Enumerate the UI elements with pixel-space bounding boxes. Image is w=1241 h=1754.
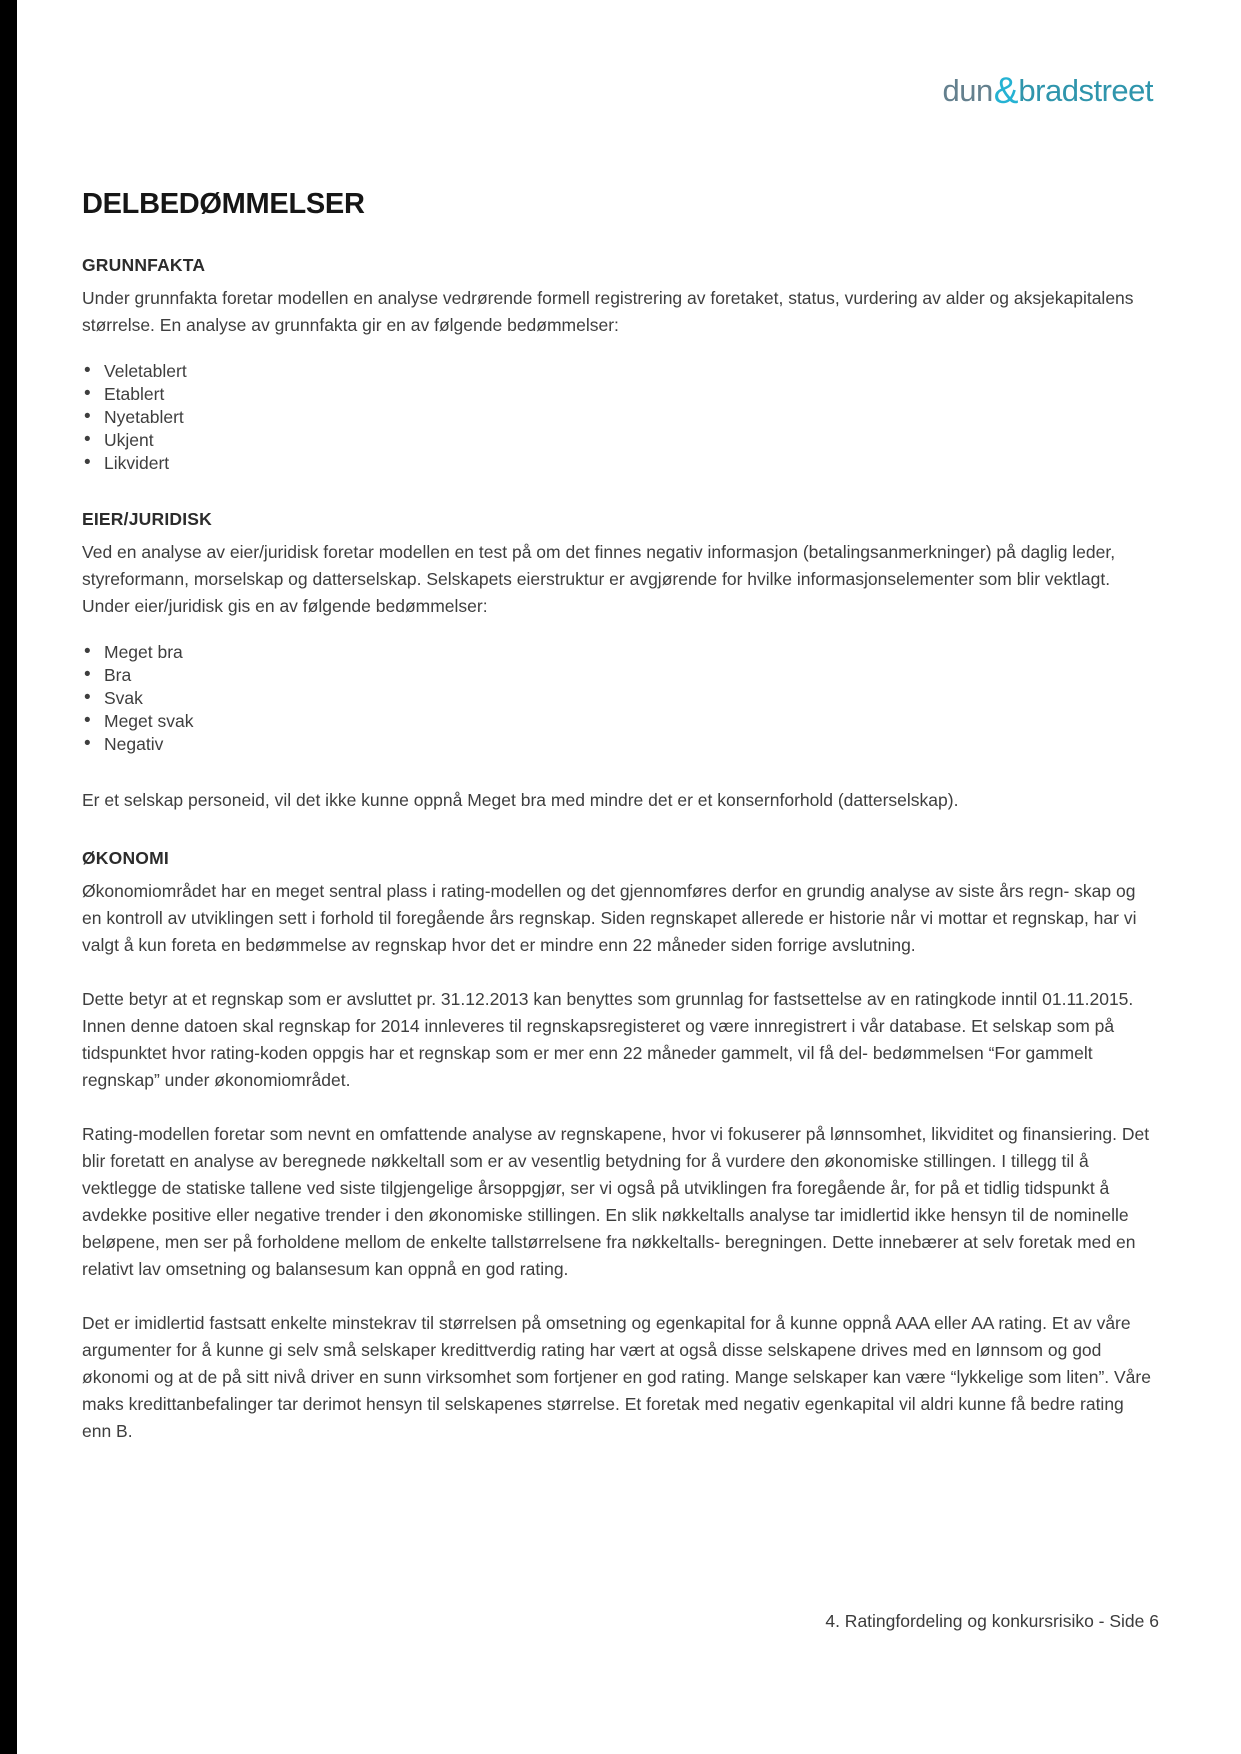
page-footer: 4. Ratingfordeling og konkursrisiko - Side 6 bbox=[825, 1611, 1159, 1631]
list-item: • Negativ bbox=[82, 733, 1159, 756]
grunnfakta-intro: Under grunnfakta foretar modellen en analyse vedrørende formell registrering av foretaket, status, vurdering av alder og aksjekapitalens størrelse. En analyse av grunnfakta gir en av følgende bedømmelser: bbox=[82, 288, 1134, 335]
eier-juridisk-intro: Ved en analyse av eier/juridisk foretar modellen en test på om det finnes negativ informasjon (betalingsanmerkninger) på daglig leder, styreformann, morselskap og datterselskap. Selskapets eierstruktur er avgjørende for hvilke informasjonselementer som blir vektlagt. Under eier/juridisk gis en av følgende bedømmelser: bbox=[82, 542, 1116, 616]
logo-text-bradstreet: bradstreet bbox=[1018, 73, 1153, 108]
okonomi-heading: ØKONOMI bbox=[82, 848, 169, 868]
section-eier-juridisk bbox=[82, 509, 1159, 814]
list-item: • Likvidert bbox=[82, 452, 1159, 475]
list-item: • Veletablert bbox=[82, 360, 1159, 383]
header bbox=[82, 72, 1153, 112]
dun-bradstreet-logo bbox=[943, 72, 1154, 114]
logo-ampersand-icon: & bbox=[993, 70, 1018, 111]
list-item: • Bra bbox=[82, 664, 1159, 687]
list-item: • Ukjent bbox=[82, 429, 1159, 452]
paragraph: Dette betyr at et regnskap som er avsluttet pr. 31.12.2013 kan benyttes som grunnlag for fastsettelse av en ratingkode inntil 01.11.2015. Innen denne datoen skal regnskap for 2014 innleveres til regnskapsregisteret og være innregistrert i vår database. Et selskap som på tidspunktet hvor rating-koden oppgis har et regnskap som er mer enn 22 måneder gammelt, vil få del- bedømmelsen “For gammelt regnskap” under økonomiområdet. bbox=[82, 989, 1134, 1090]
eier-juridisk-bullet-list bbox=[82, 641, 1159, 756]
list-item: • Etablert bbox=[82, 383, 1159, 406]
paragraph: Det er imidlertid fastsatt enkelte minstekrav til størrelsen på omsetning og egenkapital for å kunne oppnå AAA eller AA rating. Et av våre argumenter for å kunne gi selv små selskaper kredittverdig rating har vært at også disse selskapene drives med en lønnsom og god økonomi og at de på sitt nivå driver en sunn virksomhet som fortjener en god rating. Mange selskaper kan være “lykkelige som liten”. Våre maks kredittanbefalinger tar derimot hensyn til selskapenes størrelse. Et foretak med negativ egenkapital vil aldri kunne få bedre rating enn B. bbox=[82, 1313, 1151, 1441]
list-item: • Svak bbox=[82, 687, 1159, 710]
section-grunnfakta bbox=[82, 255, 1159, 475]
grunnfakta-heading: GRUNNFAKTA bbox=[82, 255, 206, 275]
section-okonomi bbox=[82, 848, 1159, 1445]
page-title: DELBEDØMMELSER bbox=[82, 188, 365, 220]
logo-text-dun: dun bbox=[942, 73, 993, 108]
list-item: • Meget bra bbox=[82, 641, 1159, 664]
paragraph: Rating-modellen foretar som nevnt en omfattende analyse av regnskapene, hvor vi fokuserer på lønnsomhet, likviditet og finansiering. Det blir foretatt en analyse av beregnede nøkkeltall som er av vesentlig betydning for å vurdere den økonomiske stillingen. I tillegg til å vektlegge de statiske tallene ved siste tilgjengelige årsoppgjør, ser vi også på utviklingen fra foregående år, for på et tidlig tidspunkt å avdekke positive eller negative trender i den økonomiske stillingen. En slik nøkkeltalls analyse tar imidlertid ikke hensyn til de nominelle beløpene, men ser på forholdene mellom de enkelte tallstørrelsene fra nøkkeltalls- beregningen. Dette innebærer at selv foretak med en relativt lav omsetning og balansesum kan oppnå en god rating. bbox=[82, 1124, 1150, 1279]
grunnfakta-bullet-list bbox=[82, 360, 1159, 475]
paragraph: Økonomiområdet har en meget sentral plass i rating-modellen og det gjennomføres derfor en grundig analyse av siste års regn- skap og en kontroll av utviklingen sett i forhold til foregående års regnskap. Siden regnskapet allerede er historie når vi mottar et regnskap, har vi valgt å kun foreta en bedømmelse av regnskap hvor det er mindre enn 22 måneder siden forrige avslutning. bbox=[82, 881, 1137, 955]
list-item: • Nyetablert bbox=[82, 406, 1159, 429]
eier-juridisk-heading: EIER/JURIDISK bbox=[82, 509, 212, 529]
eier-juridisk-note: Er et selskap personeid, vil det ikke kunne oppnå Meget bra med mindre det er et konsernforhold (datterselskap). bbox=[82, 790, 959, 810]
list-item: • Meget svak bbox=[82, 710, 1159, 733]
